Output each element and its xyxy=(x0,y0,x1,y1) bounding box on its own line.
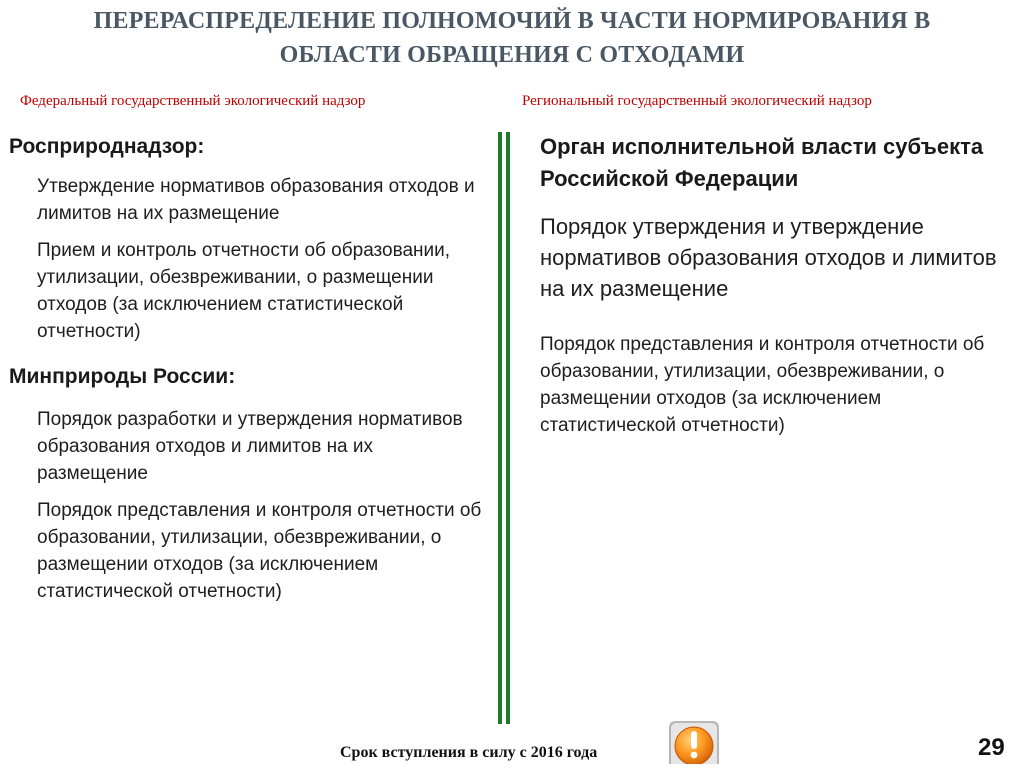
regional-column-header: Региональный государственный экологический надзор xyxy=(522,93,872,109)
column-divider xyxy=(498,132,511,724)
exclamation-warning-icon xyxy=(668,720,720,764)
slide-title-line-2: ОБЛАСТИ ОБРАЩЕНИЯ С ОТХОДАМИ xyxy=(279,42,745,68)
minprirody-item-2: Порядок представления и контроля отчетности об образовании, утилизации, обезвреживании, о размещении отходов (за исключением статистической отчетности) xyxy=(37,500,482,602)
effective-date-note: Срок вступления в силу с 2016 года xyxy=(340,744,598,761)
federal-column xyxy=(9,131,487,605)
divider-line-right xyxy=(506,132,510,724)
page-number: 29 xyxy=(978,734,1005,761)
org-regional-authority: Орган исполнительной власти субъекта Российской Федерации xyxy=(540,134,984,191)
org-rosprirodnadzor: Росприроднадзор: xyxy=(9,135,205,158)
rosprirodnadzor-item-1: Утверждение нормативов образования отходов и лимитов на их размещение xyxy=(37,176,475,224)
regional-item-1: Порядок утверждения и утверждение нормативов образования отходов и лимитов на их размещение xyxy=(540,214,997,301)
regional-item-2: Порядок представления и контроля отчетности об образовании, утилизации, обезвреживании, о размещении отходов (за исключением статистической отчетности) xyxy=(540,334,985,436)
slide-title-line-1: ПЕРЕРАСПРЕДЕЛЕНИЕ ПОЛНОМОЧИЙ В ЧАСТИ НОРМИРОВАНИЯ В xyxy=(93,8,931,34)
divider-line-left xyxy=(498,132,502,724)
federal-column-header: Федеральный государственный экологический надзор xyxy=(20,93,366,109)
minprirody-item-1: Порядок разработки и утверждения нормативов образования отходов и лимитов на их размещение xyxy=(37,409,463,484)
org-minprirody: Минприроды России: xyxy=(9,365,236,388)
rosprirodnadzor-item-2: Прием и контроль отчетности об образовании, утилизации, обезвреживании, о размещении отходов (за исключением статистической отчетности) xyxy=(37,240,451,342)
slide-title xyxy=(30,4,994,72)
regional-column xyxy=(540,131,1002,439)
